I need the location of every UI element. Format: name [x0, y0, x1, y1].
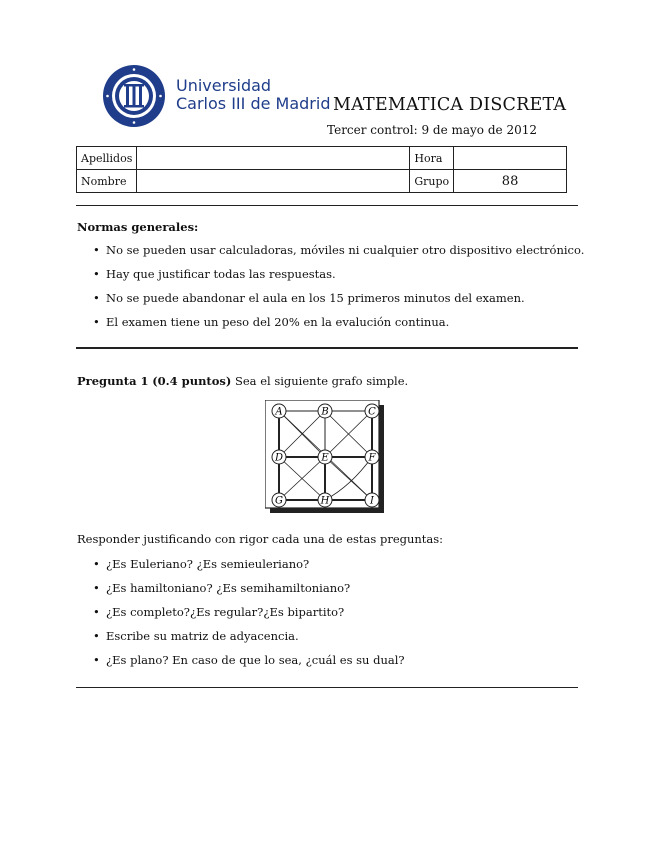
nombre-field[interactable]: [137, 170, 410, 193]
node-label: H: [320, 495, 330, 507]
grupo-value[interactable]: 88: [454, 170, 567, 193]
graph-node-c: [365, 404, 379, 418]
question-statement: Sea el siguiente grafo simple.: [235, 374, 409, 388]
node-label: C: [368, 406, 376, 418]
hora-label: Hora: [410, 147, 454, 170]
node-label: B: [321, 406, 329, 418]
uc3m-seal-icon: [102, 64, 166, 128]
node-label: I: [370, 495, 374, 507]
university-name-line1: Universidad: [176, 76, 272, 95]
list-item: • Escribe su matriz de adyacencia.: [106, 629, 299, 643]
list-item: • ¿Es completo?¿Es regular?¿Es bipartito?: [106, 605, 344, 619]
apellidos-field[interactable]: [137, 147, 410, 170]
course-title: MATEMATICA DISCRETA: [333, 95, 567, 115]
graph-figure: [265, 400, 387, 516]
list-item: • ¿Es Euleriano? ¿Es semieuleriano?: [106, 557, 309, 571]
divider: [76, 687, 578, 688]
list-item: • No se puede abandonar el aula en los 15 primeros minutos del examen.: [106, 291, 525, 305]
student-info-table: [76, 146, 567, 193]
graph-node-a: [272, 404, 286, 418]
apellidos-label: Apellidos: [77, 147, 137, 170]
university-name-line2: Carlos III de Madrid: [176, 94, 331, 113]
divider: [76, 347, 578, 349]
question-instruction: Responder justificando con rigor cada una de estas preguntas:: [77, 532, 444, 546]
graph-node-g: [272, 493, 286, 507]
graph-node-e: [318, 450, 332, 464]
node-label: D: [274, 452, 284, 464]
list-item: • El examen tiene un peso del 20% en la evalución continua.: [106, 315, 449, 329]
graph-node-d: [272, 450, 286, 464]
node-label: G: [275, 495, 283, 507]
list-item: • Hay que justificar todas las respuestas.: [106, 267, 336, 281]
grupo-label: Grupo: [410, 170, 454, 193]
table-row: [77, 147, 567, 170]
list-item: • ¿Es hamiltoniano? ¿Es semihamiltoniano?: [106, 581, 350, 595]
graph-node-b: [318, 404, 332, 418]
question-points: (0.4 puntos): [152, 374, 232, 388]
nombre-label: Nombre: [77, 170, 137, 193]
node-label: F: [368, 452, 376, 464]
node-label: A: [275, 406, 283, 418]
question-label: Pregunta 1: [77, 374, 149, 388]
exam-info: Tercer control: 9 de mayo de 2012: [327, 123, 537, 137]
question-1-header: [77, 374, 408, 388]
node-label: E: [321, 452, 329, 464]
graph-node-i: [365, 493, 379, 507]
hora-field[interactable]: [454, 147, 567, 170]
graph-node-f: [365, 450, 379, 464]
list-item: • ¿Es plano? En caso de que lo sea, ¿cuál es su dual?: [106, 653, 405, 667]
normas-title: Normas generales:: [77, 220, 199, 234]
graph-node-h: [318, 493, 332, 507]
list-item: • No se pueden usar calculadoras, móviles ni cualquier otro dispositivo electrónico.: [106, 243, 584, 257]
divider: [76, 205, 578, 206]
table-row: [77, 170, 567, 193]
